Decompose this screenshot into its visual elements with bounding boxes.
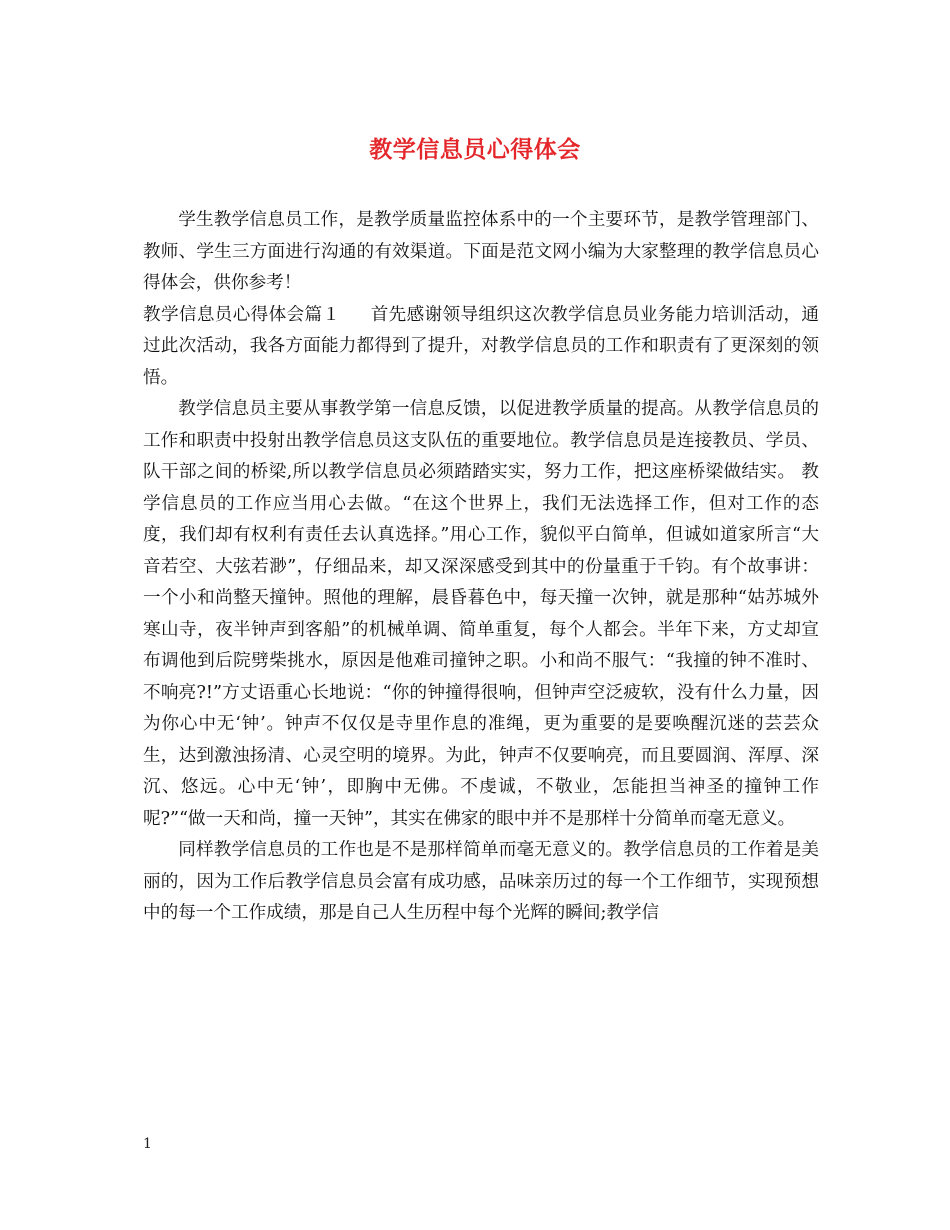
section-first-text: 首先感谢领导组织这次教学信息员业务能力培训活动，通过此次活动，我各方面能力都得到了提升，对教学信息员的工作和职责有了更深刻的领悟。 xyxy=(143,304,819,388)
section-heading: 教学信息员心得体会篇１ xyxy=(143,304,341,325)
body-paragraph-2: 教学信息员主要从事教学第一信息反馈，以促进教学质量的提高。从教学信息员的工作和职责中投射出教学信息员这支队伍的重要地位。教学信息员是连接教员、学员、队干部之间的桥梁,所以教学信息员必须踏踏实实，努力工作，把这座桥梁做结实。 教学信息员的工作应当用心去做。“在这个世界上，我们无法选择工作，但对工作的态度，我们却有权利有责任去认真选择。”用心工作，貌似平白简单，但诚如道家所言“大音若空、大弦若渺”，仔细品来，却又深深感受到其中的份量重于千钧。有个故事讲：一个小和尚整天撞钟。照他的理解，晨昏暮色中，每天撞一次钟，就是那种“姑苏城外寒山寺，夜半钟声到客船”的机械单调、简单重复，每个人都会。半年下来，方丈却宣布调他到后院劈柴挑水，原因是他难司撞钟之职。小和尚不服气：“我撞的钟不准时、不响亮?!”方丈语重心长地说：“你的钟撞得很响，但钟声空泛疲软，没有什么力量，因为你心中无‘钟’。钟声不仅仅是寺里作息的准绳，更为重要的是要唤醒沉迷的芸芸众生，达到激浊扬清、心灵空明的境界。为此，钟声不仅要响亮，而且要圆润、浑厚、深沉、悠远。心中无‘钟’，即胸中无佛。不虔诚，不敬业，怎能担当神圣的撞钟工作呢?”“做一天和尚，撞一天钟”，其实在佛家的眼中并不是那样十分简单而毫无意义。 xyxy=(143,399,819,829)
section-paragraph xyxy=(143,300,819,395)
page-number: 1 xyxy=(143,1136,152,1152)
document-title: 教学信息员心得体会 xyxy=(369,136,581,163)
document-body xyxy=(143,205,819,930)
intro-paragraph: 学生教学信息员工作，是教学质量监控体系中的一个主要环节，是教学管理部门、教师、学生三方面进行沟通的有效渠道。下面是范文网小编为大家整理的教学信息员心得体会，供你参考！ xyxy=(143,210,819,293)
body-paragraph-3: 同样教学信息员的工作也是不是那样简单而毫无意义的。教学信息员的工作着是美丽的，因为工作后教学信息员会富有成功感，品味亲历过的每一个工作细节，实现预想中的每一个工作成绩，那是自己人生历程中每个光辉的瞬间;教学信 xyxy=(143,840,819,923)
